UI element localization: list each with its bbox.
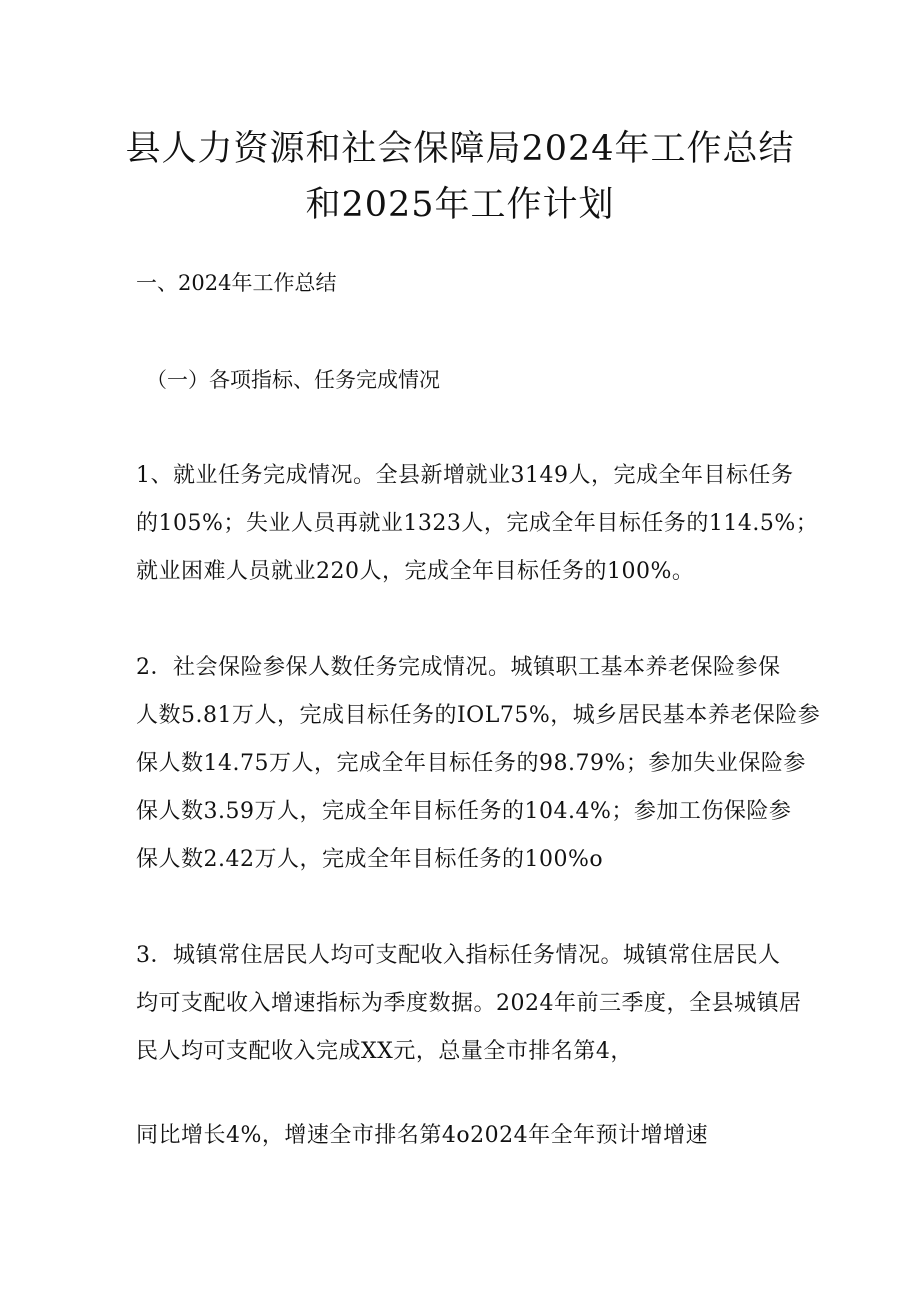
paragraph-1-line-2: 的105%；失业人员再就业1323人，完成全年目标任务的114.5%； (136, 511, 819, 536)
paragraph-3-line-3: 民人均可支配收入完成XX元，总量全市排名第4， (136, 1039, 633, 1064)
paragraph-4-line-1: 同比增长4%，增速全市排名第4o2024年全年预计增增速 (136, 1123, 709, 1148)
paragraph-2-line-5: 保人数2.42万人，完成全年目标任务的100%o (136, 847, 604, 872)
paragraph-3-line-2: 均可支配收入增速指标为季度数据。2024年前三季度，全县城镇居 (136, 991, 802, 1016)
paragraph-2-line-3: 保人数14.75万人，完成全年目标任务的98.79%；参加失业保险参 (136, 751, 806, 776)
document-title-line-2: 和2025年工作计划 (305, 185, 615, 225)
paragraph-2-line-4: 保人数3.59万人，完成全年目标任务的104.4%；参加工伤保险参 (136, 799, 792, 824)
paragraph-1-line-3: 就业困难人员就业220人，完成全年目标任务的100%。 (136, 559, 695, 584)
document-title-line-1: 县人力资源和社会保障局2024年工作总结 (125, 129, 795, 169)
paragraph-2-line-2: 人数5.81万人，完成目标任务的IOL75%，城乡居民基本养老保险参 (136, 703, 821, 728)
paragraph-2-line-1: 2．社会保险参保人数任务完成情况。城镇职工基本养老保险参保 (136, 655, 781, 680)
paragraph-3-line-1: 3．城镇常住居民人均可支配收入指标任务情况。城镇常住居民人 (136, 943, 781, 968)
paragraph-1-line-1: 1、就业任务完成情况。全县新增就业3149人，完成全年目标任务 (136, 463, 794, 488)
subsection-heading: （一）各项指标、任务完成情况 (146, 368, 440, 392)
section-heading: 一、2024年工作总结 (136, 271, 337, 295)
